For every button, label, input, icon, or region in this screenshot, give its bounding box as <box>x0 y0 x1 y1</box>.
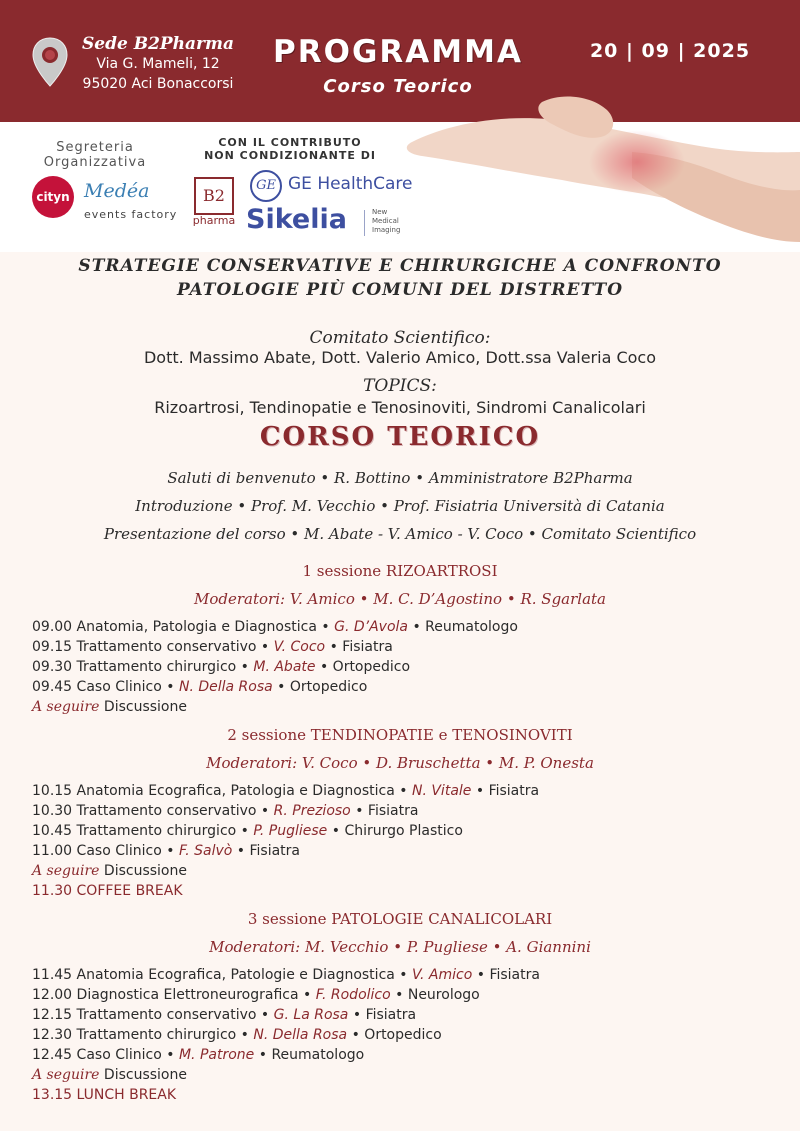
location-pin-icon <box>30 36 70 88</box>
session-2-items <box>32 781 772 901</box>
item-speaker: V. Amico <box>412 967 473 983</box>
item-role: Reumatologo <box>271 1047 365 1063</box>
page-title: PROGRAMMA <box>273 34 523 70</box>
item-speaker: P. Pugliese <box>253 823 328 839</box>
item-time: 11.45 <box>32 967 73 983</box>
item-topic: Caso Clinico <box>76 679 162 695</box>
follow-text: Discussione <box>103 863 187 879</box>
item-time: 09.30 <box>32 659 73 675</box>
session-title: 3 sessione PATOLOGIE CANALICOLARI <box>247 910 553 928</box>
item-topic: Diagnostica Elettroneurografica <box>76 987 299 1003</box>
schedule-item: 09.15 Trattamento conservativo • V. Coco • Fisiatra <box>32 639 393 655</box>
item-speaker: N. Della Rosa <box>253 1027 348 1043</box>
venue-address <box>68 34 248 94</box>
schedule-item: 09.30 Trattamento chirurgico • M. Abate • Ortopedico <box>32 659 411 675</box>
ge-logo-icon: GE <box>250 170 282 202</box>
item-speaker: F. Salvò <box>178 843 233 859</box>
session-moderators: Moderatori: V. Amico • M. C. D’Agostino • R. Sgarlata <box>193 590 606 608</box>
item-speaker: G. D’Avola <box>334 619 408 635</box>
item-role: Fisiatra <box>367 803 419 819</box>
item-topic: Anatomia Ecografica, Patologia e Diagnostica <box>76 783 395 799</box>
venue-street: Via G. Mameli, 12 <box>96 56 220 72</box>
item-role: Fisiatra <box>365 1007 417 1023</box>
item-topic: Trattamento chirurgico <box>76 1027 237 1043</box>
item-speaker: M. Patrone <box>178 1047 255 1063</box>
item-role: Ortopedico <box>364 1027 442 1043</box>
schedule-item: 10.30 Trattamento conservativo • R. Prezioso • Fisiatra <box>32 803 419 819</box>
schedule-item: 12.30 Trattamento chirurgico • N. Della Rosa • Ortopedico <box>32 1027 442 1043</box>
session-title: 2 sessione TENDINOPATIE e TENOSINOVITI <box>227 726 573 744</box>
item-role: Reumatologo <box>425 619 518 635</box>
item-time: 12.30 <box>32 1027 73 1043</box>
lunch-break: 13.15 LUNCH BREAK <box>32 1087 177 1103</box>
item-role: Ortopedico <box>332 659 411 675</box>
ge-healthcare-text: GE HealthCare <box>288 174 413 194</box>
b2pharma-logo: B2 <box>194 177 234 215</box>
follow-label: A seguire <box>32 1067 100 1083</box>
schedule-item: 10.45 Trattamento chirurgico • P. Pugliese • Chirurgo Plastico <box>32 823 463 839</box>
main-title-line1: STRATEGIE CONSERVATIVE E CHIRURGICHE A CONFRONTO <box>78 256 722 276</box>
item-topic: Trattamento conservativo <box>76 639 257 655</box>
segreteria-line1: Segreteria <box>56 140 134 155</box>
session-title: 1 sessione RIZOARTROSI <box>302 562 498 580</box>
item-time: 09.15 <box>32 639 73 655</box>
schedule-item: 11.45 Anatomia Ecografica, Patologie e Diagnostica • V. Amico • Fisiatra <box>32 967 540 983</box>
item-time: 12.00 <box>32 987 73 1003</box>
item-topic: Caso Clinico <box>76 1047 162 1063</box>
sikelia-divider <box>364 210 365 236</box>
coffee-break: 11.30 COFFEE BREAK <box>32 883 183 899</box>
corso-teorico-heading: CORSO TEORICO <box>259 422 541 452</box>
item-speaker: N. Vitale <box>411 783 472 799</box>
segreteria-line2: Organizzativa <box>43 155 147 170</box>
item-role: Neurologo <box>407 987 480 1003</box>
item-topic: Trattamento conservativo <box>76 803 257 819</box>
venue-name: Sede B2Pharma <box>81 34 235 54</box>
sikelia-logo: Sikelia <box>246 204 347 235</box>
intro-line: Saluti di benvenuto • R. Bottino • Amministratore B2Pharma <box>167 469 633 487</box>
contribution-line2: NON CONDIZIONANTE DI <box>204 149 376 162</box>
schedule-item: 10.15 Anatomia Ecografica, Patologia e Diagnostica • N. Vitale • Fisiatra <box>32 783 540 799</box>
sikelia-subtitle: New Medical Imaging <box>372 208 401 234</box>
contribution-line1: CON IL CONTRIBUTO <box>218 136 362 149</box>
comitato-names: Dott. Massimo Abate, Dott. Valerio Amico, Dott.ssa Valeria Coco <box>143 348 657 367</box>
item-topic: Anatomia, Patologia e Diagnostica <box>76 619 317 635</box>
hand-image <box>392 92 800 252</box>
schedule-item: 11.00 Caso Clinico • F. Salvò • Fisiatra <box>32 843 301 859</box>
follow-text: Discussione <box>103 1067 187 1083</box>
item-time: 11.00 <box>32 843 73 859</box>
venue-city: 95020 Aci Bonaccorsi <box>82 76 234 92</box>
item-role: Fisiatra <box>342 639 393 655</box>
item-speaker: R. Prezioso <box>273 803 351 819</box>
schedule-item: 12.15 Trattamento conservativo • G. La Rosa • Fisiatra <box>32 1007 417 1023</box>
item-role: Ortopedico <box>289 679 368 695</box>
event-date: 20 | 09 | 2025 <box>589 40 751 62</box>
events-factory-text: events factory <box>84 208 178 221</box>
contribution-label <box>200 136 380 162</box>
item-role: Fisiatra <box>488 783 540 799</box>
session-moderators: Moderatori: V. Coco • D. Bruschetta • M. P. Onesta <box>206 754 594 772</box>
follow-discussion <box>32 1065 772 1085</box>
item-role: Chirurgo Plastico <box>344 823 463 839</box>
page-subtitle: Corso Teorico <box>323 76 473 97</box>
topics-label: TOPICS: <box>363 376 437 396</box>
item-speaker: N. Della Rosa <box>178 679 273 695</box>
item-time: 10.45 <box>32 823 73 839</box>
item-speaker: M. Abate <box>253 659 316 675</box>
item-time: 12.15 <box>32 1007 73 1023</box>
item-topic: Trattamento conservativo <box>76 1007 257 1023</box>
item-time: 09.45 <box>32 679 73 695</box>
item-time: 10.30 <box>32 803 73 819</box>
item-topic: Caso Clinico <box>76 843 162 859</box>
cityn-logo: cityn <box>32 176 74 218</box>
main-title-line2: PATOLOGIE PIÙ COMUNI DEL DISTRETTO <box>176 280 624 300</box>
item-time: 10.15 <box>32 783 73 799</box>
schedule-item: 12.45 Caso Clinico • M. Patrone • Reumatologo <box>32 1047 365 1063</box>
follow-label: A seguire <box>32 699 100 715</box>
medea-logo: Medéa <box>84 180 150 202</box>
item-role: Fisiatra <box>489 967 540 983</box>
session-1-items <box>32 617 772 717</box>
item-time: 09.00 <box>32 619 73 635</box>
item-topic: Trattamento chirurgico <box>76 823 237 839</box>
topics-list: Rizoartrosi, Tendinopatie e Tenosinoviti, Sindromi Canalicolari <box>154 398 646 417</box>
intro-line: Introduzione • Prof. M. Vecchio • Prof. Fisiatria Università di Catania <box>135 497 665 515</box>
session-3-items <box>32 965 772 1105</box>
item-speaker: F. Rodolico <box>315 987 391 1003</box>
schedule-item: 09.00 Anatomia, Patologia e Diagnostica • G. D’Avola • Reumatologo <box>32 619 518 635</box>
comitato-label: Comitato Scientifico: <box>309 328 491 348</box>
b2pharma-text: pharma <box>192 214 236 227</box>
follow-discussion <box>32 697 772 717</box>
follow-discussion <box>32 861 772 881</box>
follow-label: A seguire <box>32 863 100 879</box>
schedule-item: 12.00 Diagnostica Elettroneurografica • F. Rodolico • Neurologo <box>32 987 480 1003</box>
item-topic: Anatomia Ecografica, Patologie e Diagnostica <box>76 967 395 983</box>
follow-text: Discussione <box>103 699 187 715</box>
item-speaker: G. La Rosa <box>273 1007 349 1023</box>
item-topic: Trattamento chirurgico <box>76 659 237 675</box>
session-moderators: Moderatori: M. Vecchio • P. Pugliese • A. Giannini <box>209 938 591 956</box>
intro-line: Presentazione del corso • M. Abate - V. Amico - V. Coco • Comitato Scientifico <box>103 525 697 543</box>
item-time: 12.45 <box>32 1047 73 1063</box>
segreteria-label <box>30 140 160 170</box>
item-role: Fisiatra <box>249 843 301 859</box>
item-speaker: V. Coco <box>273 639 326 655</box>
schedule-item: 09.45 Caso Clinico • N. Della Rosa • Ortopedico <box>32 679 368 695</box>
